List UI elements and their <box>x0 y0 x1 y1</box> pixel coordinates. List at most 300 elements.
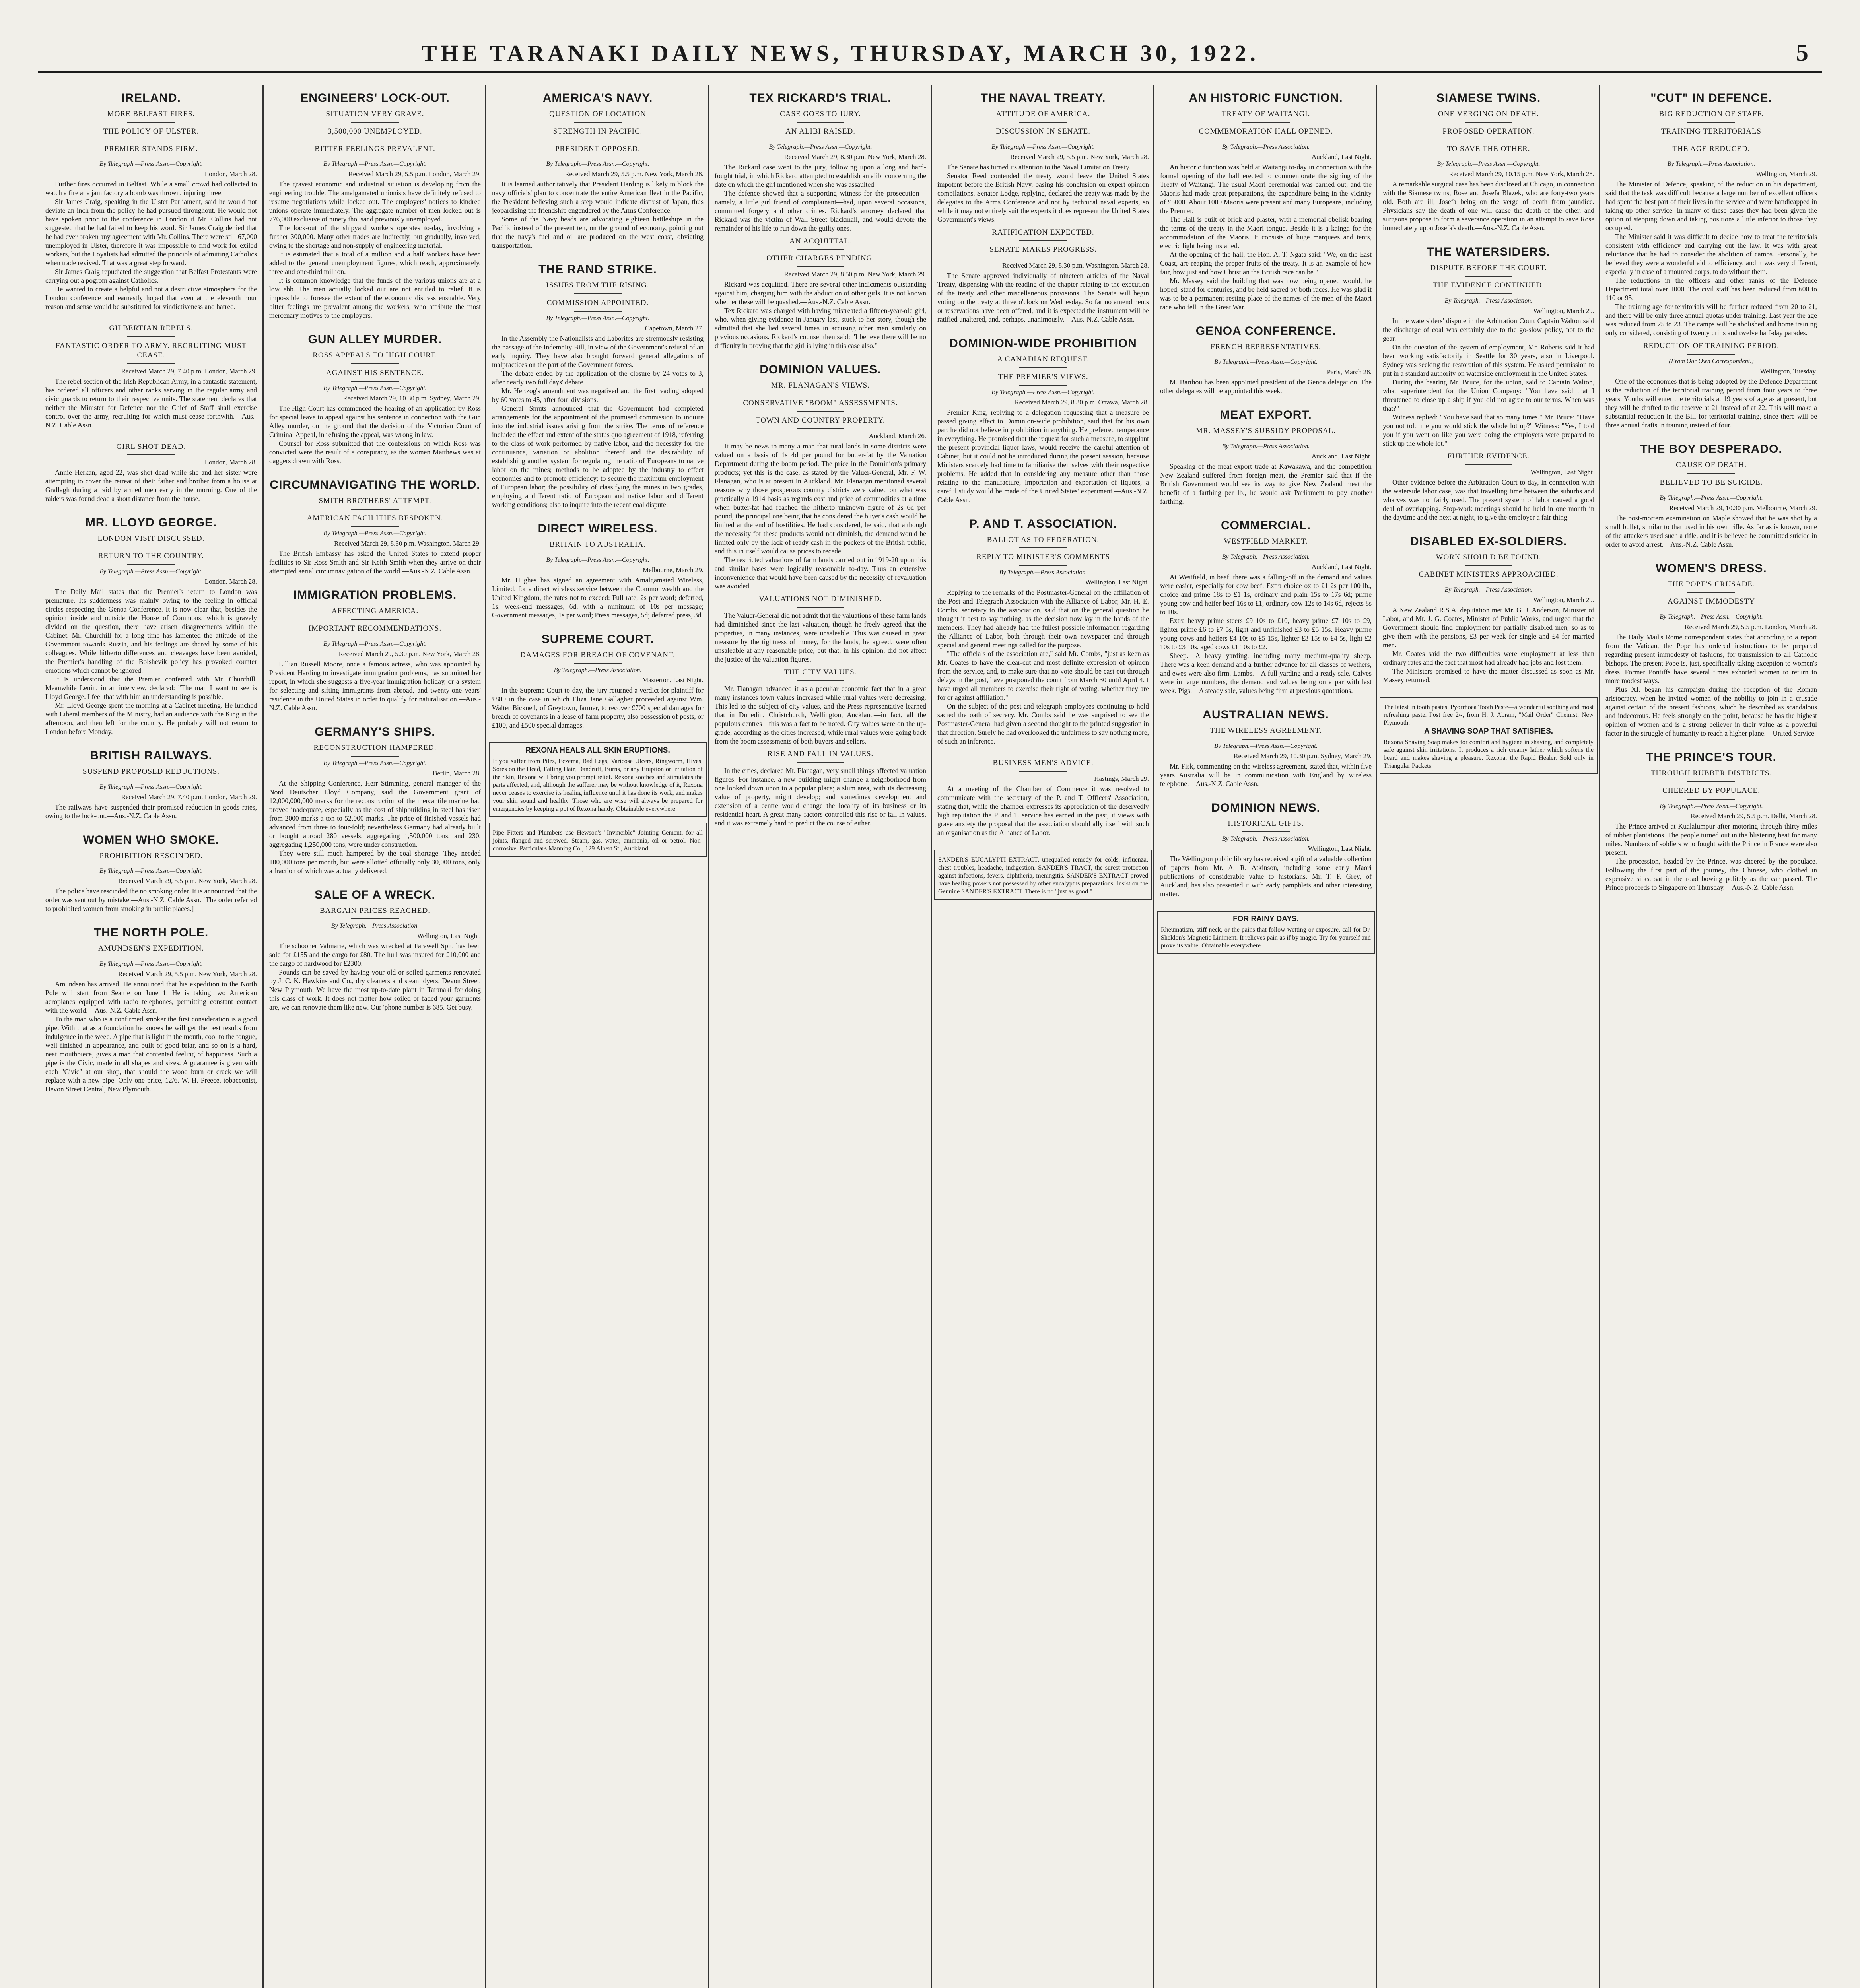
paragraph: Senator Reed contended the treaty would leave the United States impotent before the British Navy, basing his conclusion on expert opinion compilations. Senator Lodge, replying, declared the treaty was made by the delegates to the Arms Conference and not by technical naval experts, so while it may not entirely suit the experts it does represent the United States Government's views. <box>937 171 1149 223</box>
paragraph: At a meeting of the Chamber of Commerce it was resolved to communicate with the secretary of the P. and T. Officers' Association, stating that, while the chamber expresses its appreciation of the deservedly high reputation the P. and T. service has earned in the past, it views with grave anxiety the proposal that the association should ally itself with such an organisation as the Alliance of Labor. <box>937 784 1149 837</box>
article-tex-rickard <box>715 91 926 350</box>
paragraph: The rebel section of the Irish Republican Army, in a fantastic statement, has ordered all officers and other ranks serving in the regular army and civic guards to return to their respective units. The statement declares that neither the Minister for Defence nor the Chief of Staff shall exercise control over the army, recruiting for which must cease forthwith.—Aus.-N.Z. Cable Assn. <box>45 377 257 429</box>
advertisement-rexona-rainy <box>1157 911 1375 954</box>
paragraph: The Hall is built of brick and plaster, with a memorial obelisk bearing the terms of the treaty in the Maori tongue. Beside it is a kainga for the accommodation of the Maoris. It consists of huge marquees and tents, electric light being installed. <box>1160 215 1372 250</box>
dateline: Wellington, Last Night. <box>1085 579 1149 586</box>
paragraph: The Prince arrived at Kualalumpur after motoring through thirty miles of rubber plantations. The people turned out in the blistering heat for many miles. Numbers of soldiers who fought with the Prince in France were also present. <box>1605 822 1817 856</box>
article-dominion-news <box>1160 801 1372 899</box>
byline: By Telegraph.—Press Association. <box>1444 297 1533 304</box>
paragraph: The defence showed that a supporting witness for the prosecution—namely, a little girl friend of complainant—had, upon several occasions, committed forgery and other crimes. Rickard's attorney declared that Rickard was the victim of Wall Street blackmail, and would devote the remainder of his life to run down the guilty ones. <box>715 189 926 232</box>
paragraph: Tex Rickard was charged with having mistreated a fifteen-year-old girl, who, when giving evidence in January last, stuck to her story, though she admitted that she lied several times in accusing other men similarly on previous occasions. Rickard's counsel then said: "I believe there will be no difficulty in proving that the girl is lying in this case also." <box>715 307 926 349</box>
dateline: Received March 29, 10.30 p.m. Melbourne, March 29. <box>1669 504 1817 512</box>
headline: MR. LLOYD GEORGE. <box>85 516 217 530</box>
headline: WOMEN WHO SMOKE. <box>83 833 220 846</box>
byline: By Telegraph.—Press Assn.—Copyright. <box>546 315 649 322</box>
article-dominion-values <box>715 363 926 827</box>
subheading: BITTER FEELINGS PREVALENT. <box>269 144 481 158</box>
subheading: IMPORTANT RECOMMENDATIONS. <box>269 624 481 637</box>
headline: BRITISH RAILWAYS. <box>90 749 212 762</box>
dateline: Auckland, March 26. <box>869 432 926 440</box>
column-5 <box>931 85 1154 1988</box>
article-womens-dress <box>1605 561 1817 738</box>
article-body <box>492 686 704 730</box>
headline: THE NAVAL TREATY. <box>980 91 1106 105</box>
subheading: BALLOT AS TO FEDERATION. <box>937 535 1149 549</box>
dateline: Hastings, March 29. <box>1094 775 1149 782</box>
dateline: London, March 28. <box>204 458 257 466</box>
subheading: SUSPEND PROPOSED REDUCTIONS. <box>45 767 257 780</box>
dateline: Masterton, Last Night. <box>642 676 704 684</box>
dateline: Paris, March 28. <box>1327 368 1372 376</box>
headline: COMMERCIAL. <box>1221 519 1311 532</box>
subheading: VALUATIONS NOT DIMINISHED. <box>715 594 926 608</box>
paragraph: The Daily Mail's Rome correspondent states that according to a report from the Vatican, the Pope has ordered instructions to be prepared regarding present immodesty of fashions, for transmission to all Catholic bishops. The present Pope is, just, specifically taking exception to women's dress. Former Pontiffs have several times exhorted women to return to more modest ways. <box>1605 633 1817 685</box>
subheading: CHEERED BY POPULACE. <box>1605 786 1817 800</box>
paragraph: Sir James Craig repudiated the suggestion that Belfast Protestants were carrying out a pogrom against Catholics. <box>45 268 257 285</box>
article-body <box>937 784 1149 837</box>
article-body <box>269 779 481 875</box>
article-body <box>45 980 257 1093</box>
subheading: RISE AND FALL IN VALUES. <box>715 749 926 763</box>
paragraph: Premier King, replying to a delegation requesting that a measure be passed giving effect to Dominion-wide prohibition, said that for his own part he did not believe in prohibition in anything. He preferred temperance in everything. He promised that the request for such a measure, to supplant the present provincial liquor laws, would receive the careful attention of Cabinet, but it could not be introduced during the present session, because Ministers scarcely had time to familiarise themselves with their respective problems. He added that in considering any measure other than those relating to the manufacture, importation and exportation of liquors, a careful study would be made of the United States' experiment.—Aus.-N.Z. Cable Assn. <box>937 408 1149 504</box>
byline: By Telegraph.—Press Assn.—Copyright. <box>1214 742 1318 749</box>
article-body <box>715 442 926 590</box>
advertisement-toothpaste <box>1380 697 1598 774</box>
article-p-and-t-association <box>937 517 1149 746</box>
headline: SIAMESE TWINS. <box>1436 91 1541 105</box>
subheading: BRITAIN TO AUSTRALIA. <box>492 540 704 553</box>
dateline: Berlin, March 28. <box>433 769 481 777</box>
column-7 <box>1376 85 1600 1988</box>
subheading: AFFECTING AMERICA. <box>269 606 481 620</box>
article-body <box>937 408 1149 504</box>
subheading: BARGAIN PRICES REACHED. <box>269 906 481 920</box>
byline: By Telegraph.—Press Assn.—Copyright. <box>1214 359 1318 366</box>
subheading: DISPUTE BEFORE THE COURT. <box>1383 263 1594 277</box>
subheading: AMERICAN FACILITIES BESPOKEN. <box>269 514 481 527</box>
byline: By Telegraph.—Press Assn.—Copyright. <box>323 384 427 392</box>
byline: By Telegraph.—Press Association. <box>999 569 1087 576</box>
headline: THE BOY DESPERADO. <box>1640 443 1782 456</box>
paragraph: The post-mortem examination on Maple showed that he was shot by a small bullet, similar to that used in his own rifle. As far as is known, none of the attackers used such a rifle, and it is believed he committed suicide in order to avoid arrest.—Aus.-N.Z. Cable Assn. <box>1605 514 1817 548</box>
article-cut-in-defence <box>1605 91 1817 429</box>
article-siamese-twins <box>1383 91 1594 232</box>
dateline: London, March 28. <box>204 170 257 178</box>
article-body <box>45 803 257 820</box>
article-sale-of-a-wreck <box>269 888 481 1012</box>
dateline: Wellington, Last Night. <box>1308 845 1372 853</box>
byline: By Telegraph.—Press Assn.—Copyright. <box>99 161 203 168</box>
subheading: TREATY OF WAITANGI. <box>1160 109 1372 123</box>
paragraph: In the Supreme Court to-day, the jury returned a verdict for plaintiff for £800 in the case in which Eliza Jane Gallagher proceeded against Wm. Walter Bicknell, of Greytown, farmer, to recover £700 special damages for breach of covenants in a lease of farm property, also possession of posts, or £100, and £500 special damages. <box>492 686 704 730</box>
headline: MEAT EXPORT. <box>1220 408 1312 422</box>
article-body <box>1605 180 1817 337</box>
article-body <box>1160 573 1372 695</box>
masthead <box>0 24 1860 83</box>
paragraph: Mr. Massey said the building that was now being opened would, he hoped, stand for centuries, and be held sacred by both races. He was glad it was to be a permanent resting-place of the names of the men of the Maori race who fell in the Great War. <box>1160 276 1372 311</box>
article-disabled-ex-soldiers <box>1383 534 1594 685</box>
subheading: THE POLICY OF ULSTER. <box>45 127 257 140</box>
advertisement-body: If you suffer from Piles, Eczema, Bad Legs, Varicose Ulcers, Ringworm, Hives, Sores on the Head, Falling Hair, Dandruff, Burns, or any Eruption or Irritation of the Skin, Rexona will bring you prompt relief. Rexona soothes and stimulates the parts affected, and, although the sufferer may be without knowledge of it, Rexona never ceases to exercise its healing influence until it has done its work, and makes your skin sound and healthy. Those who are wise will always be prepared for emergencies by keeping a pot of Rexona handy. Obtainable everywhere. <box>493 758 703 813</box>
headline: DOMINION NEWS. <box>1211 801 1320 814</box>
byline: By Telegraph.—Press Assn.—Copyright. <box>1660 494 1763 501</box>
article-gun-alley-murder <box>269 332 481 465</box>
subheading: WORK SHOULD BE FOUND. <box>1383 553 1594 566</box>
paragraph: During the hearing Mr. Bruce, for the union, said to Captain Walton, what superintendent for the Union Company: "You have said that I threatened to close up a ship if you did not agree to our terms. When was that?" <box>1383 378 1594 412</box>
paragraph: The Daily Mail states that the Premier's return to London was premature. Its suddenness was mainly owing to the feeling in official circles respecting the Genoa Conference. It is now clear that, besides the opinion inside and outside the House of Commons, which is gravely divided on the question, there have arisen disagreements within the Cabinet. Mr. Churchill for a long time has lamented the attitude of the Government towards Russia, and his feelings are shared by some of his colleagues. While hitherto differences and cleavages have been avoided, the Premier's handling of the Bolshevik policy has provoked counter emotions which cannot be ignored. <box>45 587 257 674</box>
headline: WOMEN'S DRESS. <box>1656 561 1767 575</box>
advertisement-sanders <box>934 850 1152 900</box>
article-body <box>269 942 481 1011</box>
paragraph: The High Court has commenced the hearing of an application by Ross for special leave to appeal against his sentence in connection with the Gun Alley murder, on the ground that the decision of the Victorian Court of Criminal Appeal, in refusing the appeal, was wrong in law. <box>269 404 481 439</box>
dateline: Received March 29, 5.5 p.m. New York, March 28. <box>118 970 257 978</box>
subheading: QUESTION OF LOCATION <box>492 109 704 123</box>
dateline: Wellington, March 29. <box>1533 596 1594 604</box>
subheading: THE CITY VALUES. <box>715 668 926 681</box>
article-immigration-problems <box>269 588 481 712</box>
subheading: AGAINST HIS SENTENCE. <box>269 368 481 382</box>
dateline: Received March 29, 5.5 p.m. New York, March 28. <box>1010 153 1149 161</box>
headline: DOMINION-WIDE PROHIBITION <box>949 337 1137 350</box>
headline: AUSTRALIAN NEWS. <box>1203 708 1329 721</box>
subheading: RETURN TO THE COUNTRY. <box>45 551 257 565</box>
subheading: FURTHER EVIDENCE. <box>1383 452 1594 465</box>
byline: By Telegraph.—Press Association. <box>1667 161 1755 168</box>
advertisement-body: The latest in tooth pastes. Pyorrhoea Tooth Paste—a wonderful soothing and most refreshing paste. Post free 2/-, from H. J. Abram, "Mail Order" Chemist, New Plymouth. <box>1384 704 1594 726</box>
paragraph: A New Zealand R.S.A. deputation met Mr. G. J. Anderson, Minister of Labor, and Mr. J. G. Coates, Minister of Public Works, and urged that the Government should find employment for partially disabled men, so as to give them with the pensions, £3 per week for single and £4 for married men. <box>1383 606 1594 649</box>
paragraph: In the cities, declared Mr. Flanagan, very small things affected valuation figures. For instance, a new building might change a neighborhood from one looked down upon to a popular place; a slum area, with its decreasing value of property, might develop; and sometimes development and extension of a centre would change the locality of its business or its residential heart. A great many factors controlled this rise or fall in values, and it was extremely hard to predict the course of either. <box>715 766 926 827</box>
article-body <box>937 588 1149 746</box>
subheading: ISSUES FROM THE RISING. <box>492 281 704 294</box>
paragraph: The procession, headed by the Prince, was cheered by the populace. Following the first part of the journey, the Chinese, who clothed in expensive silks, sat in the road bowing politely as the car passed. The Prince proceeds to Singapore on Thursday.—Aus.-N.Z. Cable Assn. <box>1605 857 1817 891</box>
article-body <box>45 377 257 429</box>
dateline: London, March 28. <box>204 577 257 585</box>
headline: CIRCUMNAVIGATING THE WORLD. <box>270 478 480 491</box>
dateline: Capetown, March 27. <box>645 324 704 332</box>
column-6 <box>1153 85 1377 1988</box>
article-body <box>1605 377 1817 429</box>
page-number: 5 <box>1796 39 1808 66</box>
article-body <box>1160 378 1372 395</box>
article-body <box>269 180 481 320</box>
dateline: Wellington, Tuesday. <box>1760 367 1817 375</box>
paragraph: The debate ended by the application of the closure by 24 votes to 3, after nearly two full days' debate. <box>492 369 704 386</box>
paragraph: The Minister of Defence, speaking of the reduction in his department, said that the task was difficult because a large number of excellent officers had spent the best part of their lives in the service and were handicapped in taking up other service. In many of these cases they had been given the option of stepping down and taking positions a little inferior to those they occupied. <box>1605 180 1817 232</box>
byline: By Telegraph.—Press Assn.—Copyright. <box>323 759 427 767</box>
column-2 <box>262 85 486 1988</box>
paragraph: The Rickard case went to the jury, following upon a long and hard-fought trial, in which Rickard attempted to establish an alibi concerning the date on which the girl mentioned when she was assaulted. <box>715 163 926 188</box>
dateline: Wellington, Last Night. <box>417 932 481 940</box>
headline: THE NORTH POLE. <box>93 926 209 940</box>
byline: By Telegraph.—Press Assn.—Copyright. <box>323 161 427 168</box>
subheading: RATIFICATION EXPECTED. <box>937 228 1149 241</box>
article-body <box>1383 316 1594 448</box>
headline: SUPREME COURT. <box>541 632 654 646</box>
article-body <box>1605 514 1817 549</box>
dateline: Wellington, Last Night. <box>1530 468 1594 476</box>
column-1 <box>40 85 262 1988</box>
dateline: Received March 29, 8.30 p.m. Washington, March 29. <box>334 540 481 547</box>
byline: By Telegraph.—Press Assn.—Copyright. <box>1437 161 1540 168</box>
advertisement-title: REXONA HEALS ALL SKIN ERUPTIONS. <box>525 746 670 755</box>
article-north-pole <box>45 926 257 1093</box>
article-body <box>1383 478 1594 522</box>
paragraph: The Senate has turned its attention to the Naval Limitation Treaty. <box>947 163 1131 171</box>
subheading: AMUNDSEN'S EXPEDITION. <box>45 944 257 957</box>
article-business-mens-advice <box>937 758 1149 837</box>
paragraph: The lock-out of the shipyard workers operates to-day, involving a further 300,000. Many other trades are indirectly, but gradually, involved, owing to the shortage and non-supply of engineering material. <box>269 224 481 250</box>
headline: THE WATERSIDERS. <box>1427 245 1551 259</box>
subheading: MR. MASSEY'S SUBSIDY PROPOSAL. <box>1160 426 1372 440</box>
paragraph: Lillian Russell Moore, once a famous actress, who was appointed by President Harding to investigate immigration problems, has submitted her report, in which she suggests a five-year immigration holiday, or a system for selecting and sifting immigrants from abroad, and twenty-one years' residence in the United States in order to qualify for naturalisation.—Aus.-N.Z. Cable Assn. <box>269 660 481 712</box>
subheading: SITUATION VERY GRAVE. <box>269 109 481 123</box>
subheading: CAUSE OF DEATH. <box>1605 460 1817 474</box>
article-body <box>1605 633 1817 738</box>
byline: By Telegraph.—Press Assn.—Copyright. <box>1660 802 1763 810</box>
article-princes-tour <box>1605 750 1817 892</box>
article-lloyd-george <box>45 516 257 736</box>
article-ireland <box>45 91 257 311</box>
dateline: Auckland, Last Night. <box>1311 452 1372 460</box>
paragraph: At Westfield, in beef, there was a falling-off in the demand and values were easier, especially for cow beef: Extra choice ox to £1 2s per 100 lb., choice and prime 18s to £1 1s, ordinary and plain 15s to 17s 6d; prime young cow and heifer beef 16s to £1, ordinary cow 12s to 14s 6d, rejects 8s to 10s. <box>1160 573 1372 616</box>
subheading: GILBERTIAN REBELS. <box>45 324 257 337</box>
dateline: Received March 29, 7.40 p.m. London, March 29. <box>121 367 257 375</box>
advertisement-title: A SHAVING SOAP THAT SATISFIES. <box>1424 727 1553 736</box>
subheading: GIRL SHOT DEAD. <box>45 442 257 456</box>
article-girl-shot-dead <box>45 442 257 503</box>
headline: TEX RICKARD'S TRIAL. <box>749 91 892 105</box>
article-body <box>45 468 257 503</box>
article-body <box>1383 606 1594 684</box>
paragraph: They were still much hampered by the coal shortage. They needed 100,000 tons per month, but were allotted officially only 30,000 tons, only a fraction of which was actually delivered. <box>269 849 481 875</box>
dateline: Received March 29, 8.30 p.m. Washington, March 28. <box>1002 262 1149 269</box>
article-body <box>492 180 704 250</box>
paragraph: Witness replied: "You have said that so many times." Mr. Bruce: "Have you not told me you would stick the whole lot up?" Witness: "Yes, I told you if you went on like you were doing the employers were prepared to stick up the whole lot." <box>1383 413 1594 447</box>
subheading: HISTORICAL GIFTS. <box>1160 819 1372 833</box>
article-body <box>45 887 257 913</box>
byline: By Telegraph.—Press Association. <box>1222 443 1310 450</box>
paragraph: Sir James Craig, speaking in the Ulster Parliament, said he would not deviate an inch from the policy he had pursued throughout. He would not have spoken prior to the conference in London if Mr. Collins had not suggested that he had failed to keep his word. Sir James Craig denied that he had ever broken any agreement with Mr. Collins. There were still 67,000 unemployed in Ulster, therefore it was impossible to find work for exiled workers, but the Loyalists had admitted the principle of admitting Catholics when trade revived. That was a great step forward. <box>45 198 257 267</box>
byline: By Telegraph.—Press Assn.—Copyright. <box>99 568 203 575</box>
paragraph: On the subject of the post and telegraph employees continuing to hold sacred the oath of secrecy, Mr. Combs said he was surprised to see the Postmaster-General had given a second thought to the printed suggestion in that direction. Surely he had overlooked the unfairness to say nothing more, of such an inference. <box>937 702 1149 745</box>
paragraph: Mr. Fisk, commenting on the wireless agreement, stated that, within five years Australia will be in communication with England by wireless telephone.—Aus.-N.Z. Cable Assn. <box>1160 762 1372 788</box>
paragraph: Other evidence before the Arbitration Court to-day, in connection with the waterside labor case, was that travelling time between the suburbs and wharves was not fairly used. The present system of labor caused a good deal of overlapping. Stop-work meetings should be held in one month in the daytime and the next at night, to give the employer a fair thing. <box>1383 478 1594 521</box>
paragraph: A remarkable surgical case has been disclosed at Chicago, in connection with the Siamese twins, Rose and Josefa Blazek, who are forty-two years old. Both are ill, Josefa being on the verge of death from jaundice. Physicians say the death of one will cause the death of the other, and surgeons propose to form a severance operation in an attempt to save Rose immediately upon Josefa's death.—Aus.-N.Z. Cable Assn. <box>1383 180 1594 232</box>
article-meat-export <box>1160 408 1372 506</box>
subheading: FANTASTIC ORDER TO ARMY. RECRUITING MUST CEASE. <box>45 341 257 364</box>
paragraph: The Senate approved individually of nineteen articles of the Naval Treaty, dispensing with the reading of the chapter relating to the execution of the treaty and other miscellaneous provisions. The Senate will begin voting on the treaty at three o'clock on Wednesday. So far no amendments or reservations have been offered, and it is expected the instrument will be ratified unaltered, and, perhaps, unanimously.—Aus.-N.Z. Cable Assn. <box>937 272 1149 323</box>
headline: GERMANY'S SHIPS. <box>315 725 435 738</box>
byline: By Telegraph.—Press Assn.—Copyright. <box>1660 613 1763 620</box>
article-body <box>492 576 704 619</box>
paragraph: "The officials of the association are," said Mr. Combs, "just as keen as Mr. Coates to have the clear-cut and most definite expression of opinion from the service, and, to make sure that no vote should be cast out through delays in the post, have postponed the count from March 30 until April 4. I have urged all members to exercise their right of voting, whether they are for or against affiliation." <box>937 650 1149 701</box>
headline: P. AND T. ASSOCIATION. <box>969 517 1118 530</box>
article-body <box>1160 462 1372 506</box>
paragraph: The Minister said it was difficult to decide how to treat the territorials consistent with efficiency and carrying out the law. It was with great reluctance that he had to consider the abolition of camps. Personally, he believed they were a wonderful aid to efficiency, and it was very different, especially in case of a mounted corps, to do without them. <box>1605 233 1817 276</box>
dateline: Received March 29, 10.15 p.m. New York, March 28. <box>1449 170 1594 178</box>
subheading: TRAINING TERRITORIALS <box>1605 127 1817 140</box>
article-circumnavigating <box>269 478 481 576</box>
dateline: Received March 29, 8.30 p.m. Ottawa, March 28. <box>1015 398 1149 406</box>
paragraph: He wanted to create a helpful and not a destructive atmosphere for the London conference and earnestly hoped that even at the eleventh hour reason and sense would be substituted for vindictiveness and hatred. <box>45 285 257 311</box>
paragraph: Mr. Lloyd George spent the morning at a Cabinet meeting. He lunched with Liberal members of the Ministry, had an audience with the King in the afternoon, and then left for the country. He probably will not return to London before Monday. <box>45 701 257 736</box>
paragraph: Replying to the remarks of the Postmaster-General on the affiliation of the Post and Telegraph Association with the Alliance of Labor, Mr. H. E. Combs, secretary to the association, said that on the general question he thought it best to say nothing, as the decision now lay in the hands of the members. They had already had the fullest possible information regarding the Alliance of Labor, both through their own newspaper and through special and general meetings called for the purpose. <box>937 588 1149 649</box>
subheading: MORE BELFAST FIRES. <box>45 109 257 123</box>
subheading: AN ACQUITTAL. <box>715 237 926 250</box>
paragraph: Pius XI. began his campaign during the reception of the Roman aristocracy, when he invited women of the nobility to join in a crusade against certain of the present fashions, which he described as scandalous and indecorous. He feels strongly on the point, because he has the highest opinion of women and is a strong believer in their value as a powerful factor in the struggle of humanity to reach a higher plane.—United Service. <box>1605 685 1817 737</box>
byline: (From Our Own Correspondent.) <box>1669 358 1754 365</box>
paragraph: Speaking of the meat export trade at Kawakawa, and the competition New Zealand suffered from foreign meat, the Premier said that if the British Government would see its way to give New Zealand meat the benefit of a farthing per lb., he would ask Parliament to pay another farthing. <box>1160 462 1372 505</box>
paragraph: Some of the Navy heads are advocating eighteen battleships in the Pacific instead of the present ten, on the ground of economy, pointing out that the navy's fuel and oil are produced on the west coast, obviating transportation. <box>492 215 704 250</box>
dateline: Received March 29, 5.5 p.m. London, March 28. <box>1685 623 1817 631</box>
paragraph: Mr. Coates said the two difficulties were employment at less than ordinary rates and the fact that most had already had jobs and lost them. <box>1383 650 1594 666</box>
subheading: RECONSTRUCTION HAMPERED. <box>269 743 481 757</box>
subheading: DAMAGES FOR BREACH OF COVENANT. <box>492 650 704 664</box>
byline: By Telegraph.—Press Assn.—Copyright. <box>991 143 1095 150</box>
headline: DISABLED EX-SOLDIERS. <box>1410 534 1567 548</box>
headline: IRELAND. <box>121 91 181 105</box>
paragraph: Mr. Flanagan advanced it as a peculiar economic fact that in a great many instances town values increased while rural values were decreasing. This led to the subject of city values, and the Press representative learned that in Dunedin, Christchurch, Wellington, Auckland—in fact, all the populous centres—this was a fact to be noted. City values were on the up-grade, according as the cities increased, while rural values were going back from the boom assessments of both buyers and sellers. <box>715 684 926 745</box>
article-boy-desperado <box>1605 442 1817 549</box>
subheading: A CANADIAN REQUEST. <box>937 355 1149 368</box>
paragraph: It is estimated that a total of a million and a half workers have been added to the general unemployment figures, which reach, approximately, three and one-third million. <box>269 250 481 276</box>
headline: IMMIGRATION PROBLEMS. <box>293 588 457 602</box>
subheading: STRENGTH IN PACIFIC. <box>492 127 704 140</box>
column-4 <box>708 85 932 1988</box>
byline: By Telegraph.—Press Association. <box>1222 143 1310 150</box>
dateline: Melbourne, March 29. <box>643 566 704 574</box>
byline: By Telegraph.—Press Assn.—Copyright. <box>323 530 427 537</box>
dateline: Wellington, March 29. <box>1533 307 1594 315</box>
paragraph: To the man who is a confirmed smoker the first consideration is a good pipe. With that as a foundation he knows he will get the best results from indulgence in the weed. A pipe that is light in the mouth, cool to the tongue, well finished in appearance, and built of good briar, and so on is a hard, neat mouthpiece, gives a man that contented feeling of happiness. Such a pipe is the Civic, made in all shapes and sizes. A guarantee is given with each "Civic" at our shop, that should the wood burn or crack we will replace with a new pipe. Only one price, 12/6. W. H. Preece, tobacconist, Devon Street Central, New Plymouth. <box>45 1015 257 1093</box>
article-body <box>715 280 926 350</box>
paragraph: M. Barthou has been appointed president of the Genoa delegation. The other delegates will be appointed this week. <box>1160 378 1372 395</box>
paragraph: Further fires occurred in Belfast. While a small crowd had collected to watch a fire at a jam factory a bomb was thrown, injuring three. <box>45 180 257 197</box>
dateline: Received March 29, 7.40 p.m. London, March 29. <box>121 793 257 801</box>
byline: By Telegraph.—Press Assn.—Copyright. <box>769 143 872 150</box>
subheading: CABINET MINISTERS APPROACHED. <box>1383 570 1594 583</box>
byline: By Telegraph.—Press Assn.—Copyright. <box>99 868 203 875</box>
subheading: THE EVIDENCE CONTINUED. <box>1383 281 1594 294</box>
article-rand-strike <box>492 262 704 509</box>
article-watersiders <box>1383 245 1594 521</box>
paragraph: General Smuts announced that the Government had completed arrangements for the appointment of the promised commission to inquire into the industrial issues arising from the strike. The terms of reference included the effect and extent of the status quo agreement of 1918, referring to the class of work performed by native labor, and the necessity for the continuance, variation or abolition thereof and the desirability of establishing another system for regulating the ratio of Europeans to native labor on the mines; methods to be adopted by the industry to effect economies and to promote efficiency; to secure the maximum employment of European labor; the possibility of classifying the mines in two grades, employing a different ratio of European and native labor and different working conditions; also to inquire into the recent coal dispute. <box>492 404 704 509</box>
subheading: PROPOSED OPERATION. <box>1383 127 1594 140</box>
headline: AMERICA'S NAVY. <box>542 91 653 105</box>
article-body <box>715 684 926 746</box>
article-body <box>269 549 481 575</box>
paragraph: The Valuer-General did not admit that the valuations of these farm lands had diminished since the last valuation, though he freely agreed that the properties, in many instances, were unsaleable. This was caused in great measure by the tightness of money, for the lands, he agreed, were often unsaleable at any reasonable price, but that, in his opinion, did not affect the justice of the valuation figures. <box>715 612 926 663</box>
subheading: COMMISSION APPOINTED. <box>492 298 704 312</box>
article-body <box>45 587 257 736</box>
byline: By Telegraph.—Press Assn.—Copyright. <box>323 640 427 647</box>
paragraph: The railways have suspended their promised reduction in goods rates, owing to the lock-out.—Aus.-N.Z. Cable Assn. <box>45 803 257 820</box>
paragraph: In the Assembly the Nationalists and Laborites are strenuously resisting the passage of the Indemnity Bill, in view of the Government's refusal of an early inquiry. They have also brought forward general allegations of malpractices on the part of the Government forces. <box>492 334 704 369</box>
paragraph: The Wellington public library has received a gift of a valuable collection of papers from Mr. A. R. Atkinson, including some early Maori publications of considerable value to historians. Mr. T. F. Grey, of Auckland, has also presented it with early pamphlets and other interesting matter. <box>1160 855 1372 898</box>
subheading: TO SAVE THE OTHER. <box>1383 144 1594 158</box>
headline: GUN ALLEY MURDER. <box>308 333 442 346</box>
byline: By Telegraph.—Press Association. <box>554 667 642 674</box>
subheading: COMMEMORATION HALL OPENED. <box>1160 127 1372 140</box>
headline: DIRECT WIRELESS. <box>538 522 658 535</box>
article-commercial <box>1160 518 1372 695</box>
paragraph: At the Shipping Conference, Herr Stimming, general manager of the Nord Deutscher Lloyd Company, said the Government grant of 12,000,000,000 marks for the reconstruction of the mercantile marine had proved inadequate, especially as the cost of shipbuilding in steel has risen from 2000 marks a ton to 52,000 marks. The price of finished vessels had advanced from three to four-fold; nevertheless Germany had already built or bought abroad 280 vessels, aggregating 1,500,000 tons, and 230, aggregating 1,250,000 tons, were under construction. <box>269 779 481 848</box>
dateline: Wellington, March 29. <box>1756 170 1817 178</box>
subheading: AGAINST IMMODESTY <box>1605 597 1817 610</box>
byline: By Telegraph.—Press Assn.—Copyright. <box>99 961 203 967</box>
subheading: THE POPE'S CRUSADE. <box>1605 580 1817 593</box>
subheading: REPLY TO MINISTER'S COMMENTS <box>937 552 1149 566</box>
headline: ENGINEERS' LOCK-OUT. <box>300 91 450 105</box>
article-body <box>269 660 481 712</box>
article-body <box>1160 163 1372 311</box>
subheading: PROHIBITION RESCINDED. <box>45 851 257 865</box>
subheading: TOWN AND COUNTRY PROPERTY. <box>715 416 926 429</box>
paragraph: The gravest economic and industrial situation is developing from the engineering trouble. The amalgamated unionists have definitely refused to resume negotiations while locked out. The employers' notices to kindred unions operate immediately. The aggregate number of men locked out is 776,000 exclusive of ninety thousand previously unemployed. <box>269 180 481 223</box>
dateline: Received March 29, 5.5 p.m. New York, March 28. <box>118 877 257 885</box>
advertisement-body: Rheumatism, stiff neck, or the pains that follow wetting or exposure, call for Dr. Sheldon's Magnetic Liniment. It relieves pain as if by magic. Try for yourself and prove its value. Obtainable everywhere. <box>1161 926 1371 949</box>
subheading: BUSINESS MEN'S ADVICE. <box>937 758 1149 772</box>
paragraph: Amundsen has arrived. He announced that his expedition to the North Pole will start from Seattle on June 1. He is taking two American aeroplanes equipped with radio telephones, permitting constant contact with the world.—Aus.-N.Z. Cable Assn. <box>45 980 257 1014</box>
headline: THE PRINCE'S TOUR. <box>1646 751 1776 764</box>
subheading: DISCUSSION IN SENATE. <box>937 127 1149 140</box>
byline: By Telegraph.—Press Association. <box>1222 835 1310 843</box>
article-dominion-wide-prohibition <box>937 336 1149 504</box>
subheading: ONE VERGING ON DEATH. <box>1383 109 1594 123</box>
article-body <box>1383 180 1594 232</box>
subheading: SENATE MAKES PROGRESS. <box>937 245 1149 258</box>
subheading: REDUCTION OF TRAINING PERIOD. <box>1605 341 1817 355</box>
paragraph: Rickard was acquitted. There are several other indictments outstanding against him, charging him with the abduction of other girls. It is not known whether these will be quashed.—Aus.-N.Z. Cable Assn. <box>715 280 926 306</box>
paragraph: An historic function was held at Waitangi to-day in connection with the formal opening of the hall erected to commemorate the signing of the Treaty of Waitangi. The usual Maori ceremonial was carried out, and the Maoris had made great preparations, the expenditure being in the vicinity of £5000. About 1000 Maoris were present and many Europeans, including the Premier. <box>1160 163 1372 215</box>
advertisement-rexona <box>489 742 707 817</box>
dateline: Received March 29, 5.30 p.m. New York, March 28. <box>338 650 481 658</box>
article-direct-wireless <box>492 522 704 619</box>
headline: GENOA CONFERENCE. <box>1195 324 1336 338</box>
paragraph: The schooner Valmarie, which was wrecked at Farewell Spit, has been sold for £155 and the cargo for £80. The hull was insured for £10,000 and the cargo of hardwood for £2300. <box>269 942 481 968</box>
paragraph: The restricted valuations of farm lands carried out in 1919-20 upon this and similar bases were logically reasonable to-day. Thus an extensive inconvenience that would have been caused by the necessity of revaluation was avoided. <box>715 556 926 590</box>
subheading: THE PREMIER'S VIEWS. <box>937 372 1149 386</box>
article-body <box>937 271 1149 324</box>
subheading: CONSERVATIVE "BOOM" ASSESSMENTS. <box>715 398 926 412</box>
byline: By Telegraph.—Press Assn.—Copyright. <box>99 783 203 790</box>
dateline: Received March 29, 10.30 p.m. Sydney, March 29. <box>343 394 481 402</box>
subheading: SMITH BROTHERS' ATTEMPT. <box>269 496 481 510</box>
dateline: Auckland, Last Night. <box>1311 563 1372 571</box>
headline: DOMINION VALUES. <box>760 363 881 376</box>
article-body <box>1605 822 1817 892</box>
article-body <box>715 766 926 827</box>
paragraph: Annie Herkan, aged 22, was shot dead while she and her sister were attempting to cover the retreat of their father and brother from a house at Grallagh during a raid by armed men early in the morning. One of the raiders was found dead a short distance from the house. <box>45 468 257 503</box>
paragraph: On the question of the system of employment, Mr. Roberts said it had been working satisfactorily in Seattle for 30 years, also in Liverpool. Sydney was seeking the restoration of this system. He asked permission to put in a standard authority on waterside employment in the United States. <box>1383 343 1594 377</box>
article-naval-treaty <box>937 91 1149 324</box>
paragraph: It is common knowledge that the funds of the various unions are at a low ebb. The men actually locked out are not entitled to relief. It is impossible to foresee the extent of the economic distress ensuable. Very bitter feelings are prevalent among the workers, who attribute the most mercenary motives to the employers. <box>269 276 481 320</box>
column-8 <box>1599 85 1823 1988</box>
byline: By Telegraph.—Press Association. <box>331 922 419 930</box>
byline: By Telegraph.—Press Association. <box>1444 586 1533 593</box>
headline: "CUT" IN DEFENCE. <box>1650 91 1772 105</box>
paragraph: Mr. Hughes has signed an agreement with Amalgamated Wireless, Limited, for a direct wireless service between the Commonwealth and the United Kingdom, the rates not to exceed: Full rate, 2s per word; deferred, 1s; week-end messages, 6d, with a minimum of 10s per message; Government messages, 1s per word; Press messages, 5d; deferred press, 3d. <box>492 576 704 619</box>
advertisement-title: FOR RAINY DAYS. <box>1233 915 1299 924</box>
subheading: ATTITUDE OF AMERICA. <box>937 109 1149 123</box>
paragraph: Counsel for Ross submitted that the confessions on which Ross was convicted were the result of a conspiracy, as the women Matthews was at daggers drawn with Ross. <box>269 439 481 465</box>
article-body <box>1160 762 1372 788</box>
article-australian-news <box>1160 708 1372 788</box>
dateline: Received March 29, 5.5 p.m. Delhi, March 28. <box>1691 812 1817 820</box>
dateline: Auckland, Last Night. <box>1311 153 1372 161</box>
subheading: WESTFIELD MARKET. <box>1160 537 1372 550</box>
article-body <box>715 163 926 233</box>
